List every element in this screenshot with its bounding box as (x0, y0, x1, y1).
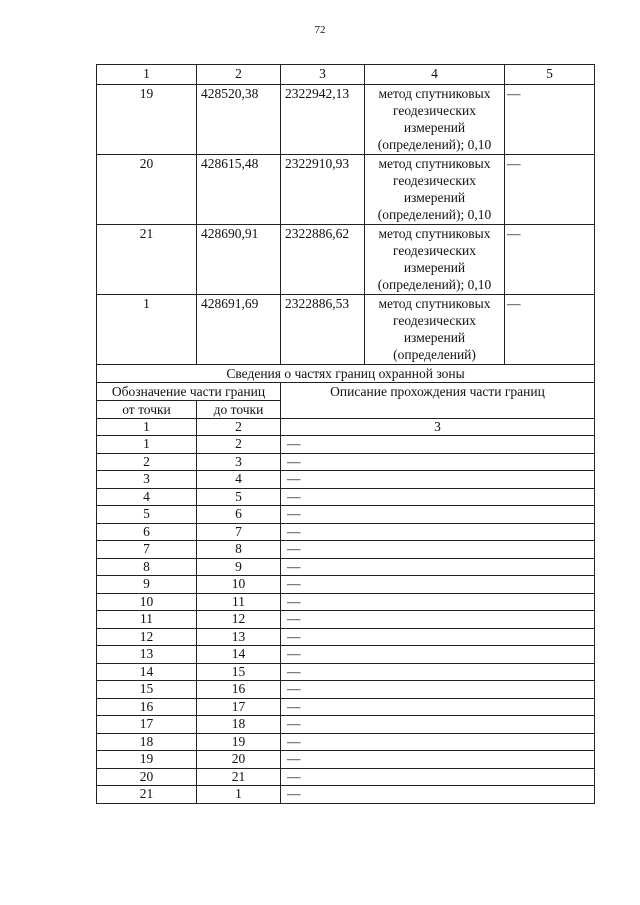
description-header: Описание прохождения части границ (281, 383, 595, 419)
segment-description: — (281, 506, 595, 524)
coord-row (97, 155, 595, 225)
to-point-header: до точки (197, 401, 281, 419)
point-number: 1 (97, 295, 197, 365)
segment-description: — (281, 768, 595, 786)
designation-header: Обозначение части границ (97, 383, 281, 401)
note-cell: — (505, 225, 595, 295)
segment-description: — (281, 611, 595, 629)
from-point: 4 (97, 488, 197, 506)
to-point: 3 (197, 453, 281, 471)
segment-description: — (281, 453, 595, 471)
segment-row (97, 733, 595, 751)
coord-x: 428691,69 (197, 295, 281, 365)
to-point: 13 (197, 628, 281, 646)
from-point: 8 (97, 558, 197, 576)
col-number: 2 (197, 419, 281, 436)
coord-y: 2322910,93 (281, 155, 365, 225)
segment-description: — (281, 436, 595, 454)
to-point: 8 (197, 541, 281, 559)
from-point: 6 (97, 523, 197, 541)
to-point: 4 (197, 471, 281, 489)
from-point: 16 (97, 698, 197, 716)
to-point: 15 (197, 663, 281, 681)
page-number: 72 (314, 24, 326, 36)
from-point: 9 (97, 576, 197, 594)
segment-description: — (281, 471, 595, 489)
column-number-header (97, 65, 595, 85)
to-point: 1 (197, 786, 281, 804)
from-point: 10 (97, 593, 197, 611)
segment-description: — (281, 663, 595, 681)
to-point: 9 (197, 558, 281, 576)
to-point: 20 (197, 751, 281, 769)
coord-x: 428520,38 (197, 85, 281, 155)
segment-row (97, 681, 595, 699)
to-point: 5 (197, 488, 281, 506)
to-point: 19 (197, 733, 281, 751)
from-point: 15 (97, 681, 197, 699)
segment-row (97, 558, 595, 576)
from-point: 13 (97, 646, 197, 664)
to-point: 18 (197, 716, 281, 734)
to-point: 6 (197, 506, 281, 524)
coord-row (97, 225, 595, 295)
col-number: 3 (281, 419, 595, 436)
point-number: 20 (97, 155, 197, 225)
segment-description: — (281, 786, 595, 804)
segment-description: — (281, 541, 595, 559)
from-point: 3 (97, 471, 197, 489)
segment-row (97, 506, 595, 524)
segment-description: — (281, 523, 595, 541)
segment-row (97, 541, 595, 559)
to-point: 10 (197, 576, 281, 594)
to-point: 2 (197, 436, 281, 454)
to-point: 7 (197, 523, 281, 541)
segment-description: — (281, 646, 595, 664)
from-point: 7 (97, 541, 197, 559)
section-title: Сведения о частях границ охранной зоны (97, 365, 595, 383)
segment-description: — (281, 558, 595, 576)
segment-row (97, 663, 595, 681)
segment-row (97, 611, 595, 629)
note-cell: — (505, 155, 595, 225)
determination-method: метод спутниковых геодезических измерений (определений) (365, 295, 505, 365)
segment-description: — (281, 576, 595, 594)
from-point-header: от точки (97, 401, 197, 419)
segment-row (97, 593, 595, 611)
coord-y: 2322942,13 (281, 85, 365, 155)
from-point: 17 (97, 716, 197, 734)
segment-description: — (281, 488, 595, 506)
to-point: 11 (197, 593, 281, 611)
segment-row (97, 716, 595, 734)
segment-row (97, 576, 595, 594)
from-point: 21 (97, 786, 197, 804)
to-point: 16 (197, 681, 281, 699)
from-point: 20 (97, 768, 197, 786)
col-header: 1 (97, 65, 197, 85)
col-number: 1 (97, 419, 197, 436)
to-point: 21 (197, 768, 281, 786)
segment-row (97, 698, 595, 716)
segment-row (97, 436, 595, 454)
segment-row (97, 768, 595, 786)
coord-row (97, 295, 595, 365)
section-title-row (97, 365, 595, 383)
from-point: 12 (97, 628, 197, 646)
from-point: 14 (97, 663, 197, 681)
coord-x: 428615,48 (197, 155, 281, 225)
col-header: 5 (505, 65, 595, 85)
to-point: 17 (197, 698, 281, 716)
col-header: 3 (281, 65, 365, 85)
segment-row (97, 488, 595, 506)
segment-row (97, 471, 595, 489)
designation-header-row (97, 383, 595, 401)
note-cell: — (505, 85, 595, 155)
coord-x: 428690,91 (197, 225, 281, 295)
coord-y: 2322886,62 (281, 225, 365, 295)
coord-y: 2322886,53 (281, 295, 365, 365)
segment-row (97, 786, 595, 804)
segment-row (97, 751, 595, 769)
segment-description: — (281, 733, 595, 751)
from-point: 5 (97, 506, 197, 524)
coord-table-body (97, 65, 595, 365)
from-point: 1 (97, 436, 197, 454)
parts-table-body (97, 365, 595, 804)
segment-description: — (281, 681, 595, 699)
col-header: 2 (197, 65, 281, 85)
segment-row (97, 628, 595, 646)
to-point: 12 (197, 611, 281, 629)
determination-method: метод спутниковых геодезических измерений (определений); 0,10 (365, 85, 505, 155)
segment-description: — (281, 593, 595, 611)
coord-row (97, 85, 595, 155)
col-header: 4 (365, 65, 505, 85)
segment-description: — (281, 751, 595, 769)
segment-description: — (281, 628, 595, 646)
segment-description: — (281, 698, 595, 716)
segment-row (97, 646, 595, 664)
from-point: 19 (97, 751, 197, 769)
from-point: 11 (97, 611, 197, 629)
segment-description: — (281, 716, 595, 734)
from-point: 18 (97, 733, 197, 751)
from-point: 2 (97, 453, 197, 471)
to-point: 14 (197, 646, 281, 664)
determination-method: метод спутниковых геодезических измерений (определений); 0,10 (365, 155, 505, 225)
point-number: 19 (97, 85, 197, 155)
segment-row (97, 453, 595, 471)
note-cell: — (505, 295, 595, 365)
point-number: 21 (97, 225, 197, 295)
parts-column-number-row (97, 419, 595, 436)
segment-row (97, 523, 595, 541)
determination-method: метод спутниковых геодезических измерений (определений); 0,10 (365, 225, 505, 295)
boundary-table (96, 64, 595, 804)
